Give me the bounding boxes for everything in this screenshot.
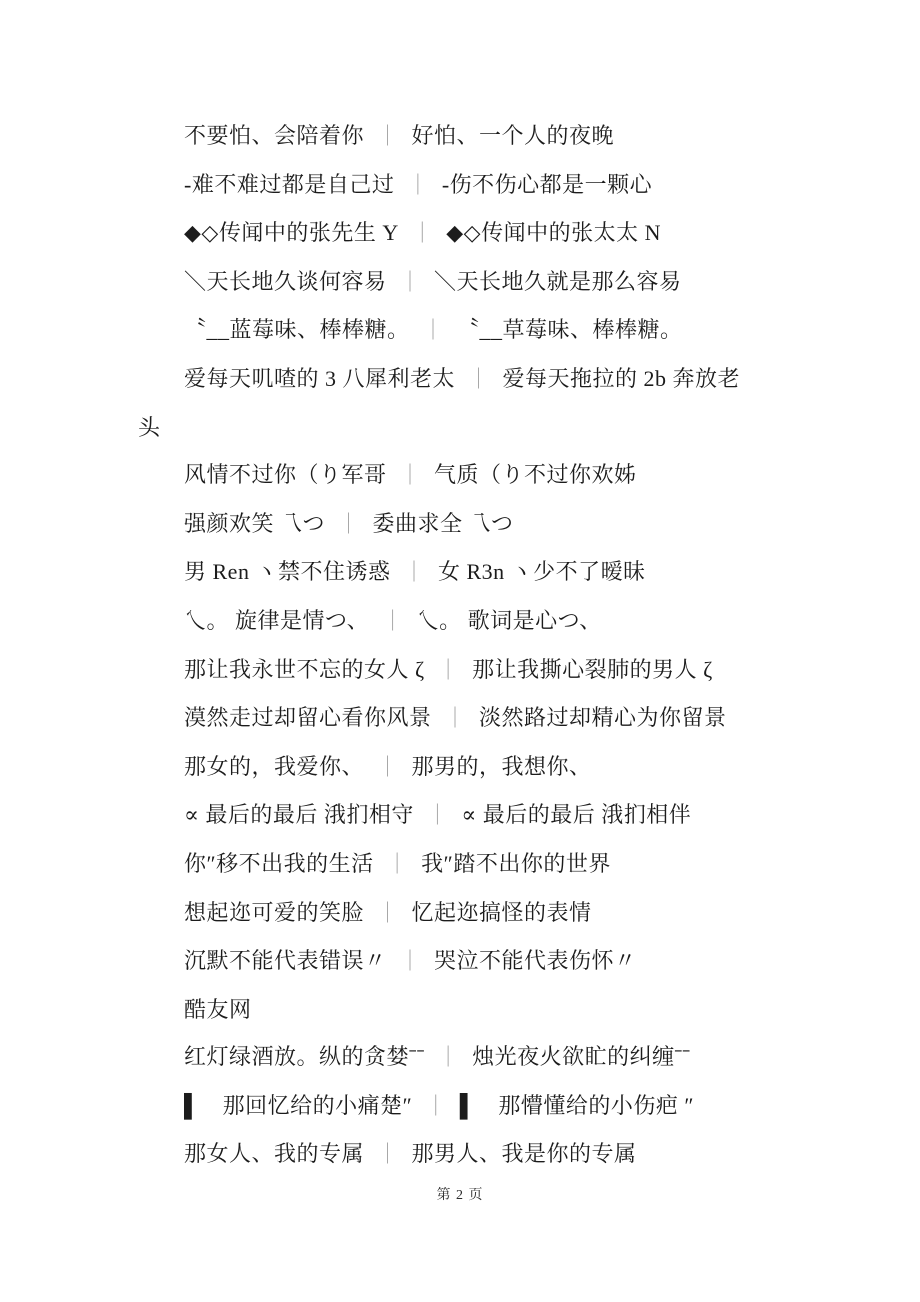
pair-separator: ｜: [422, 318, 445, 343]
nickname-left: 不要怕、会陪着你: [184, 123, 365, 148]
nickname-left: 强颜欢笑 乁つ: [184, 510, 326, 536]
pair-separator: ｜: [411, 221, 434, 246]
nickname-line: [138, 694, 820, 743]
nickname-line: [138, 1033, 820, 1082]
nickname-left: 乀。 旋律是情つ、: [184, 607, 370, 633]
nickname-right: 烛光夜火欲盳的纠缠ˉˉ: [472, 1044, 691, 1070]
pair-separator: ｜: [425, 1093, 447, 1118]
nickname-line: [138, 889, 820, 938]
nickname-line: [138, 161, 820, 210]
nickname-line: [138, 112, 820, 161]
nickname-left: 男 Ren ヽ禁不住诱惑: [184, 559, 391, 585]
nickname-left: ∝ 最后的最后 涐扪相守: [184, 802, 414, 828]
nickname-left: 那让我永世不忘的女人 ζ: [184, 656, 425, 682]
nickname-line: [138, 1130, 820, 1179]
nickname-right: 气质（り不过你欢姊: [434, 462, 637, 488]
pair-separator: ｜: [399, 463, 422, 488]
nickname-line: [138, 306, 820, 355]
nickname-left: ▌ 那回忆给的小痛楚″: [184, 1092, 413, 1118]
nickname-left: ＼天长地久谈何容易: [184, 268, 387, 294]
pair-separator: ｜: [403, 560, 425, 585]
pair-separator: ｜: [377, 124, 399, 148]
nickname-line: [138, 743, 820, 792]
pair-separator: ｜: [338, 511, 360, 536]
nickname-right: 乀。 歌词是心つ、: [416, 607, 602, 633]
nickname-right: 忆起迩搞怪的表情: [411, 899, 592, 925]
nickname-line: [138, 791, 820, 840]
pair-separator: ｜: [377, 1142, 399, 1167]
nickname-left: 那女的，我爱你、: [184, 753, 365, 779]
page-number: 第 2 页: [436, 1188, 484, 1203]
nickname-left: -难不难过都是自己过: [184, 171, 395, 197]
nickname-line: [138, 840, 820, 889]
nickname-left: 〝__蓝莓味、棒棒糖。: [184, 317, 410, 343]
nickname-line: [138, 597, 820, 646]
nickname-right: ∝ 最后的最后 涐扪相伴: [461, 802, 692, 828]
nickname-left: 想起迩可爱的笑脸: [184, 899, 365, 925]
pair-separator: ｜: [377, 900, 399, 925]
nickname-left: 爱每天叽喳的 3 八犀利老太: [184, 365, 456, 391]
nickname-line: [138, 451, 820, 500]
site-name: 酷友网: [184, 996, 252, 1022]
pair-separator: ｜: [407, 172, 429, 197]
nickname-left: 那女人、我的专属: [184, 1141, 365, 1167]
pair-separator: ｜: [437, 657, 460, 682]
nickname-line: [138, 500, 820, 549]
nickname-right: 淡然路过却精心为你留景: [479, 705, 727, 731]
nickname-line: [138, 209, 820, 258]
nickname-line: [138, 1082, 820, 1131]
nickname-left: 你″移不出我的生活: [184, 850, 374, 876]
nickname-line: [138, 258, 820, 307]
pair-separator: ｜: [444, 706, 467, 731]
nickname-line: [138, 646, 820, 695]
site-name-line: [138, 986, 820, 1034]
nickname-left: ◆◇传闻中的张先生 Y: [184, 220, 399, 246]
nickname-right: 女 R3n ヽ少不了暧昧: [437, 559, 646, 585]
pair-separator: ｜: [399, 949, 422, 974]
nickname-right: 那让我撕心裂肺的男人 ζ: [472, 656, 713, 682]
nickname-left: 风情不过你（り军哥: [184, 462, 387, 488]
nickname-left: 沉默不能代表错误〃: [184, 948, 387, 974]
nickname-line: [138, 355, 820, 404]
pair-separator: ｜: [386, 851, 409, 876]
nickname-line: [138, 548, 820, 597]
nickname-right: 那男的，我想你、: [411, 753, 592, 779]
pair-separator: ｜: [377, 754, 399, 779]
nickname-right: 哭泣不能代表伤怀〃: [434, 948, 637, 974]
pair-separator: ｜: [426, 803, 449, 828]
nickname-line: [138, 937, 820, 986]
pair-separator: ｜: [399, 269, 422, 294]
nickname-left: 头: [138, 414, 161, 440]
nickname-right: 我″踏不出你的世界: [421, 850, 611, 876]
nickname-right: 那男人、我是你的专属: [411, 1141, 637, 1167]
nickname-right: 〝__草莓味、棒棒糖。: [457, 317, 683, 343]
nickname-right: 好怕、一个人的夜晚: [411, 123, 615, 148]
nickname-right: 委曲求全 乁つ: [372, 510, 514, 536]
nickname-line-wrapped: [138, 404, 820, 452]
nickname-right: ＼天长地久就是那么容易: [434, 268, 682, 294]
nickname-right: 爱每天拖拉的 2b 奔放老: [502, 365, 741, 391]
pair-separator: ｜: [437, 1045, 460, 1070]
nickname-left: 漠然走过却留心看你风景: [184, 705, 432, 731]
pair-separator: ｜: [382, 608, 404, 633]
pair-separator: ｜: [468, 366, 490, 391]
nickname-right: ◆◇传闻中的张太太 N: [446, 220, 661, 246]
nickname-left: 红灯绿酒放。纵的贪婪ˉˉ: [184, 1044, 425, 1070]
nickname-right: -伤不伤心都是一颗心: [441, 171, 653, 197]
nickname-right: ▌ 那懵懂给的小伤疤 ″: [459, 1092, 695, 1118]
